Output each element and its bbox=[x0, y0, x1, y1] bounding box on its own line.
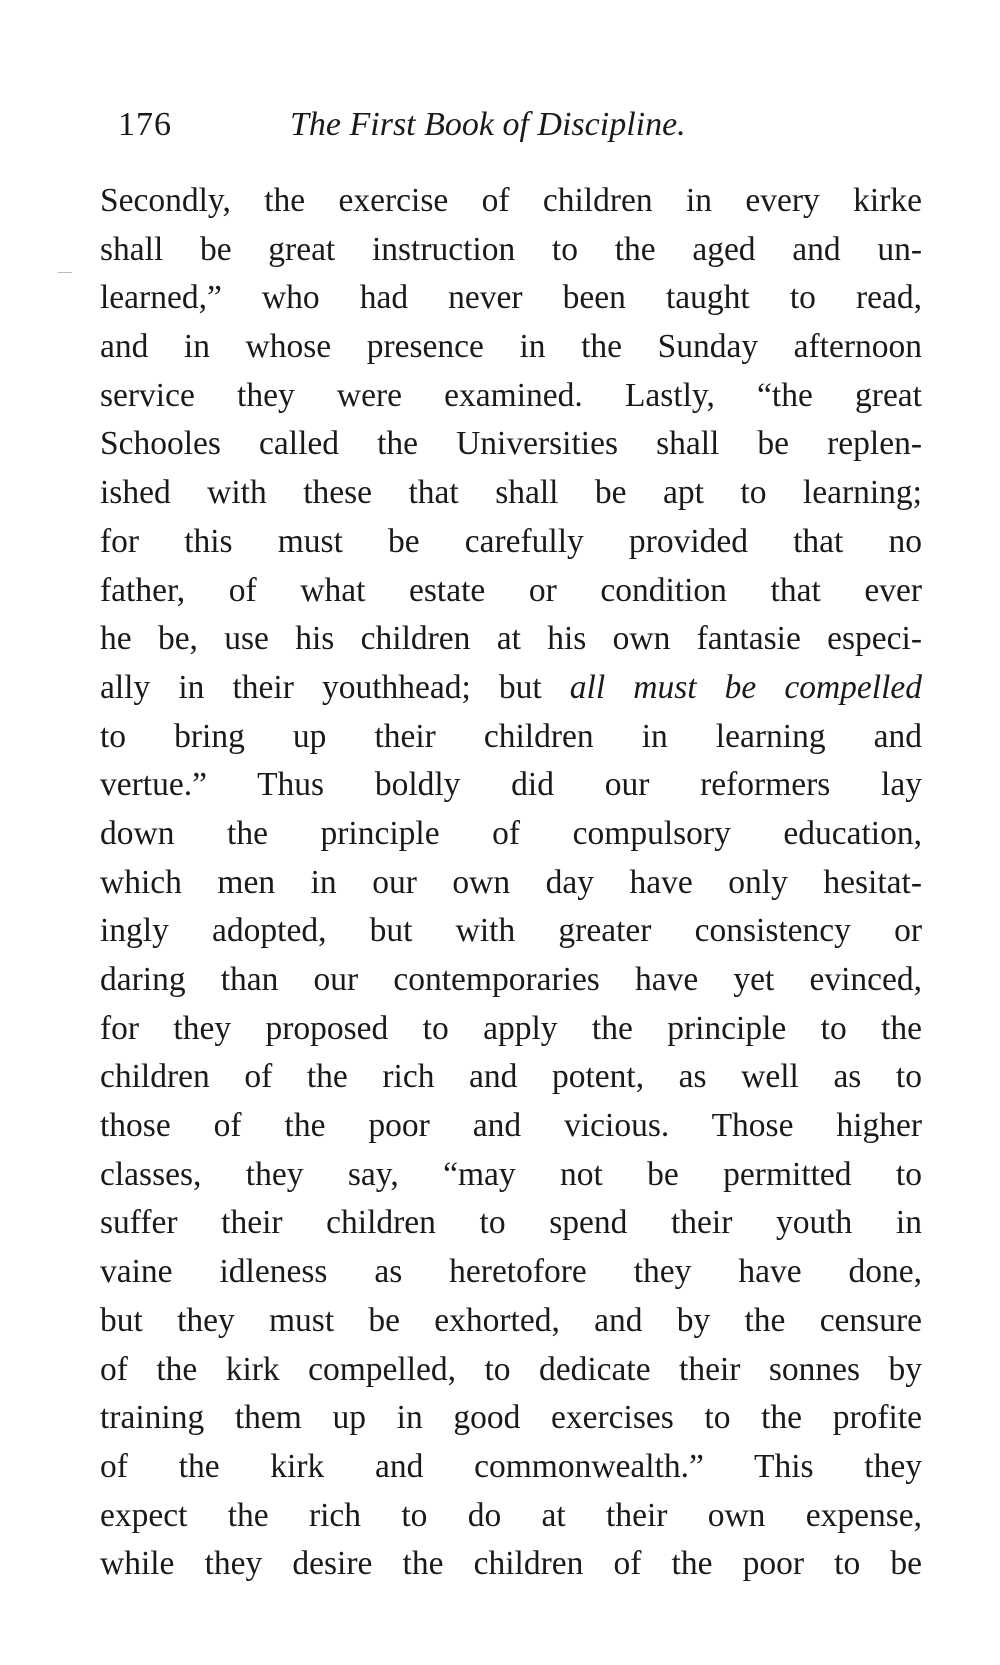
text-line: father, of what estate or condition that ever bbox=[100, 571, 922, 609]
text-line: ished with these that shall be apt to learning; bbox=[100, 474, 922, 512]
page-number: 176 bbox=[118, 106, 172, 143]
text-line: for they proposed to apply the principle to the bbox=[100, 1009, 922, 1047]
text-line: daring than our contemporaries have yet evinced, bbox=[100, 961, 922, 998]
text-line: service they were examined. Lastly, “the great bbox=[100, 376, 922, 414]
text-line: suffer their children to spend their youth in bbox=[100, 1204, 922, 1242]
text-line: of the kirk and commonwealth.” This they bbox=[100, 1447, 922, 1485]
text-line: children of the rich and potent, as well as to bbox=[100, 1058, 922, 1096]
text-segment: ally in their youthhead; but bbox=[100, 668, 570, 706]
text-line: expect the rich to do at their own expense, bbox=[100, 1496, 922, 1534]
text-line: vertue.” Thus boldly did our reformers lay bbox=[100, 766, 922, 804]
running-title: The First Book of Discipline. bbox=[290, 106, 686, 143]
text-line: he be, use his children at his own fantasie especi- bbox=[100, 620, 922, 658]
text-line: and in whose presence in the Sunday afternoon bbox=[100, 328, 922, 366]
italic-emphasis: all must be compelled bbox=[569, 668, 923, 706]
text-line: those of the poor and vicious. Those higher bbox=[100, 1107, 922, 1145]
text-line: vaine idleness as heretofore they have done, bbox=[100, 1253, 922, 1291]
text-line-with-italic bbox=[100, 664, 922, 713]
running-head bbox=[100, 100, 910, 150]
text-line: Secondly, the exercise of children in every kirke bbox=[100, 182, 922, 219]
text-line: while they desire the children of the poor to be bbox=[100, 1545, 922, 1583]
text-line: for this must be carefully provided that no bbox=[100, 522, 922, 560]
text-line: ingly adopted, but with greater consistency or bbox=[100, 912, 922, 950]
margin-mark bbox=[58, 272, 72, 273]
text-line: to bring up their children in learning and bbox=[100, 717, 922, 755]
text-line: shall be great instruction to the aged and un- bbox=[100, 230, 922, 268]
text-line: which men in our own day have only hesitat- bbox=[100, 863, 922, 901]
text-line: classes, they say, “may not be permitted to bbox=[100, 1155, 922, 1193]
text-line: training them up in good exercises to the profite bbox=[100, 1399, 922, 1437]
text-line: Schooles called the Universities shall be replen- bbox=[100, 425, 922, 463]
text-line: of the kirk compelled, to dedicate their sonnes by bbox=[100, 1350, 922, 1388]
text-line: down the principle of compulsory education, bbox=[100, 814, 922, 852]
text-line: learned,” who had never been taught to read, bbox=[100, 279, 922, 317]
text-line: but they must be exhorted, and by the censure bbox=[100, 1301, 922, 1339]
body-text bbox=[100, 177, 922, 1589]
